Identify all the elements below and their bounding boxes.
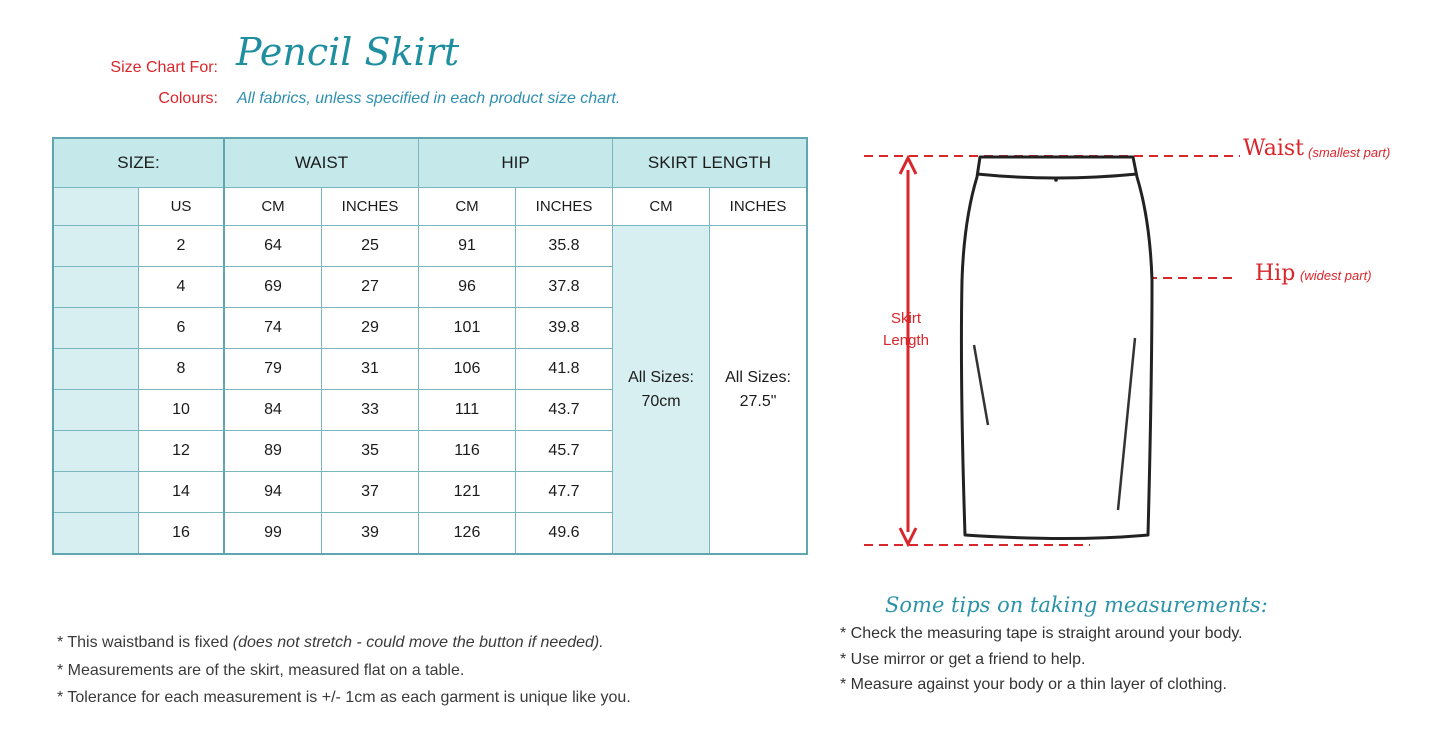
tip-item: * Use mirror or get a friend to help. bbox=[840, 651, 1086, 668]
cell-hip-cm: 91 bbox=[419, 226, 516, 267]
row-shade-cell bbox=[53, 472, 139, 513]
cell-waist-cm: 99 bbox=[224, 513, 322, 555]
subheader-waist-cm: CM bbox=[224, 188, 322, 226]
cell-waist-inches: 39 bbox=[322, 513, 419, 555]
cell-waist-cm: 94 bbox=[224, 472, 322, 513]
header-skirt-length: SKIRT LENGTH bbox=[613, 138, 808, 188]
hip-label: Hip bbox=[1255, 261, 1296, 286]
row-shade-cell bbox=[53, 431, 139, 472]
cell-us: 10 bbox=[139, 390, 225, 431]
cell-us: 4 bbox=[139, 267, 225, 308]
row-shade-cell bbox=[53, 390, 139, 431]
cell-length-inches-all-sizes bbox=[710, 226, 808, 555]
cell-length-cm-all-sizes bbox=[613, 226, 710, 555]
note-waistband bbox=[57, 634, 604, 652]
cell-waist-inches: 37 bbox=[322, 472, 419, 513]
cell-hip-cm: 121 bbox=[419, 472, 516, 513]
header-size: SIZE: bbox=[53, 138, 224, 188]
row-shade-cell bbox=[53, 267, 139, 308]
header-hip: HIP bbox=[419, 138, 613, 188]
colours-label: Colours: bbox=[158, 90, 218, 107]
cell-us: 8 bbox=[139, 349, 225, 390]
note-waistband-italic: (does not stretch - could move the button if needed). bbox=[232, 634, 604, 651]
cell-hip-inches: 47.7 bbox=[516, 472, 613, 513]
cell-waist-inches: 33 bbox=[322, 390, 419, 431]
cell-waist-cm: 79 bbox=[224, 349, 322, 390]
skirt-length-label-line-1: Skirt bbox=[891, 310, 921, 327]
cell-hip-inches: 37.8 bbox=[516, 267, 613, 308]
skirt-outline bbox=[961, 157, 1152, 539]
size-table bbox=[52, 137, 808, 555]
cell-hip-inches: 41.8 bbox=[516, 349, 613, 390]
cell-hip-cm: 116 bbox=[419, 431, 516, 472]
header-waist: WAIST bbox=[224, 138, 419, 188]
cell-waist-inches: 29 bbox=[322, 308, 419, 349]
cell-waist-cm: 64 bbox=[224, 226, 322, 267]
subheader-waist-inches: INCHES bbox=[322, 188, 419, 226]
subheader-length-inches: INCHES bbox=[710, 188, 808, 226]
cell-hip-cm: 96 bbox=[419, 267, 516, 308]
subheader-length-cm: CM bbox=[613, 188, 710, 226]
cell-waist-cm: 84 bbox=[224, 390, 322, 431]
colours-value: All fabrics, unless specified in each product size chart. bbox=[237, 90, 621, 107]
page-title: Pencil Skirt bbox=[236, 30, 460, 74]
cell-hip-cm: 126 bbox=[419, 513, 516, 555]
length-cm-line-2: 70cm bbox=[641, 392, 681, 410]
table-sub-header-row bbox=[53, 188, 807, 226]
cell-hip-inches: 43.7 bbox=[516, 390, 613, 431]
cell-hip-cm: 101 bbox=[419, 308, 516, 349]
cell-waist-inches: 35 bbox=[322, 431, 419, 472]
cell-waist-cm: 74 bbox=[224, 308, 322, 349]
hip-note: (widest part) bbox=[1300, 268, 1372, 283]
cell-waist-inches: 27 bbox=[322, 267, 419, 308]
table-group-header-row bbox=[53, 138, 807, 188]
waist-note: (smallest part) bbox=[1308, 145, 1391, 160]
button-dot bbox=[1054, 178, 1058, 182]
subheader-blank bbox=[53, 188, 139, 226]
cell-hip-inches: 39.8 bbox=[516, 308, 613, 349]
cell-hip-inches: 45.7 bbox=[516, 431, 613, 472]
skirt-length-label bbox=[870, 308, 942, 352]
cell-hip-cm: 111 bbox=[419, 390, 516, 431]
length-cm-line-1: All Sizes: bbox=[628, 368, 694, 386]
tip-item: * Measure against your body or a thin layer of clothing. bbox=[840, 676, 1227, 693]
table-row bbox=[53, 226, 807, 267]
subheader-hip-cm: CM bbox=[419, 188, 516, 226]
note-tolerance: * Tolerance for each measurement is +/- 1cm as each garment is unique like you. bbox=[57, 689, 631, 706]
cell-waist-inches: 25 bbox=[322, 226, 419, 267]
row-shade-cell bbox=[53, 226, 139, 267]
cell-us: 14 bbox=[139, 472, 225, 513]
row-shade-cell bbox=[53, 308, 139, 349]
length-in-line-1: All Sizes: bbox=[725, 368, 791, 386]
cell-hip-inches: 35.8 bbox=[516, 226, 613, 267]
cell-waist-cm: 89 bbox=[224, 431, 322, 472]
cell-hip-inches: 49.6 bbox=[516, 513, 613, 555]
tips-title: Some tips on taking measurements: bbox=[885, 593, 1268, 617]
cell-us: 16 bbox=[139, 513, 225, 555]
waist-label: Waist bbox=[1243, 136, 1304, 161]
tip-item: * Check the measuring tape is straight around your body. bbox=[840, 625, 1243, 642]
cell-us: 12 bbox=[139, 431, 225, 472]
length-in-line-2: 27.5" bbox=[739, 392, 777, 410]
subheader-hip-inches: INCHES bbox=[516, 188, 613, 226]
cell-us: 6 bbox=[139, 308, 225, 349]
cell-hip-cm: 106 bbox=[419, 349, 516, 390]
cell-waist-cm: 69 bbox=[224, 267, 322, 308]
row-shade-cell bbox=[53, 349, 139, 390]
size-chart-label: Size Chart For: bbox=[110, 59, 218, 76]
note-waistband-main: * This waistband is fixed bbox=[57, 634, 233, 651]
cell-us: 2 bbox=[139, 226, 225, 267]
row-shade-cell bbox=[53, 513, 139, 555]
subheader-us: US bbox=[139, 188, 225, 226]
cell-waist-inches: 31 bbox=[322, 349, 419, 390]
skirt-length-label-line-2: Length bbox=[883, 332, 929, 349]
note-measurements: * Measurements are of the skirt, measured flat on a table. bbox=[57, 662, 465, 679]
